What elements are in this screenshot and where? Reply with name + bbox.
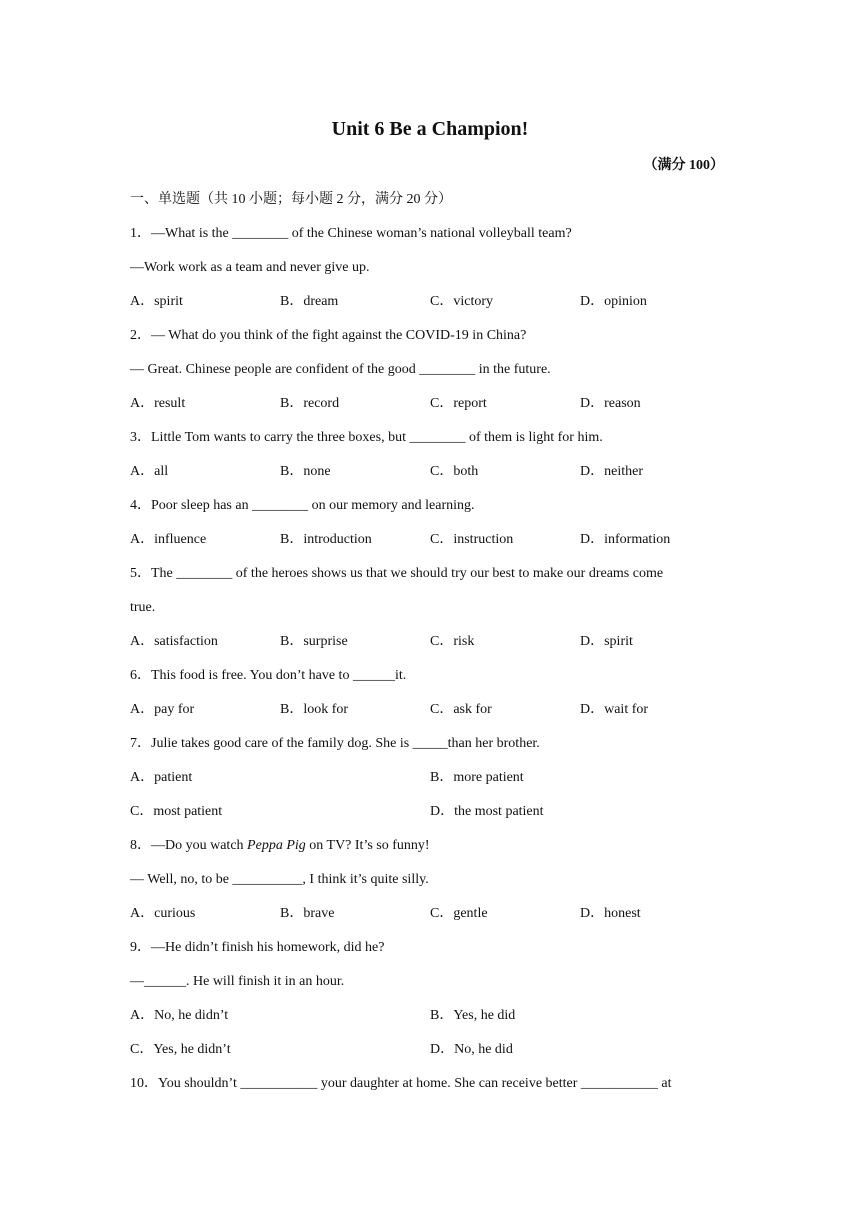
option-a: A．patient <box>130 770 193 785</box>
question-7-options-row2 <box>130 802 730 822</box>
question-4-stem: 4．Poor sleep has an ________ on our memory and learning. <box>130 498 475 513</box>
option-c: C．most patient <box>130 804 223 819</box>
question-7-stem: 7．Julie takes good care of the family dog. She is _____than her brother. <box>130 736 540 751</box>
question-5-options <box>130 632 730 652</box>
option-b: B．introduction <box>280 532 372 547</box>
option-a: A．satisfaction <box>130 634 218 649</box>
option-a: A．No, he didn’t <box>130 1008 229 1023</box>
question-6-stem: 6．This food is free. You don’t have to ______it. <box>130 668 407 683</box>
show-title: Peppa Pig <box>247 838 306 853</box>
option-c: C．risk <box>430 634 475 649</box>
question-1-stem: 1．—What is the ________ of the Chinese woman’s national volleyball team? <box>130 226 572 241</box>
question-9-options-row2 <box>130 1040 730 1060</box>
stem-text: 8．—Do you watch <box>130 838 248 853</box>
page-title: Unit 6 Be a Champion! <box>331 118 529 140</box>
option-c: C．victory <box>430 294 493 309</box>
question-5-stem-cont: true. <box>130 600 156 615</box>
option-a: A．all <box>130 464 169 479</box>
option-d: D．spirit <box>580 634 633 649</box>
question-8-options <box>130 904 730 924</box>
option-c: C．both <box>430 464 479 479</box>
option-c: C．instruction <box>430 532 514 547</box>
option-c: C．Yes, he didn’t <box>130 1042 231 1057</box>
option-d: D．reason <box>580 396 641 411</box>
question-10-stem: 10．You shouldn’t ___________ your daughter at home. She can receive better ___________ at <box>130 1076 672 1091</box>
option-d: D．information <box>580 532 671 547</box>
question-8-reply: — Well, no, to be __________, I think it’s quite silly. <box>130 872 429 887</box>
option-b: B．record <box>280 396 340 411</box>
option-b: B．surprise <box>280 634 348 649</box>
option-d: D．honest <box>580 906 641 921</box>
option-b: B．dream <box>280 294 339 309</box>
question-4-options <box>130 530 730 550</box>
question-8-stem <box>130 836 730 856</box>
option-a: A．curious <box>130 906 196 921</box>
question-9-options-row1 <box>130 1006 730 1026</box>
option-d: D．opinion <box>580 294 647 309</box>
option-b: B．more patient <box>430 770 524 785</box>
option-b: B．brave <box>280 906 335 921</box>
full-score-label: （满分 100） <box>643 158 724 173</box>
question-3-stem: 3．Little Tom wants to carry the three boxes, but ________ of them is light for him. <box>130 430 603 445</box>
option-b: B．none <box>280 464 331 479</box>
option-a: A．result <box>130 396 186 411</box>
question-2-reply: — Great. Chinese people are confident of the good ________ in the future. <box>130 362 551 377</box>
question-2-options <box>130 394 730 414</box>
question-6-options <box>130 700 730 720</box>
option-c: C．ask for <box>430 702 492 717</box>
question-2-stem: 2．— What do you think of the fight against the COVID-19 in China? <box>130 328 527 343</box>
section-heading: 一、单选题（共 10 小题；每小题 2 分，满分 20 分） <box>130 192 452 207</box>
option-d: D．wait for <box>580 702 649 717</box>
question-3-options <box>130 462 730 482</box>
question-7-options-row1 <box>130 768 730 788</box>
option-a: A．pay for <box>130 702 195 717</box>
option-c: C．report <box>430 396 487 411</box>
question-1-options <box>130 292 730 312</box>
option-d: D．No, he did <box>430 1042 513 1057</box>
option-d: D．neither <box>580 464 643 479</box>
option-b: B．look for <box>280 702 349 717</box>
option-a: A．spirit <box>130 294 183 309</box>
stem-text: on TV? It’s so funny! <box>305 838 430 853</box>
option-c: C．gentle <box>430 906 488 921</box>
question-1-reply: —Work work as a team and never give up. <box>130 260 370 275</box>
question-9-stem: 9．—He didn’t finish his homework, did he? <box>130 940 385 955</box>
question-9-reply: —______. He will finish it in an hour. <box>130 974 345 989</box>
question-5-stem: 5．The ________ of the heroes shows us that we should try our best to make our dreams come <box>130 566 664 581</box>
option-a: A．influence <box>130 532 207 547</box>
option-d: D．the most patient <box>430 804 544 819</box>
option-b: B．Yes, he did <box>430 1008 516 1023</box>
